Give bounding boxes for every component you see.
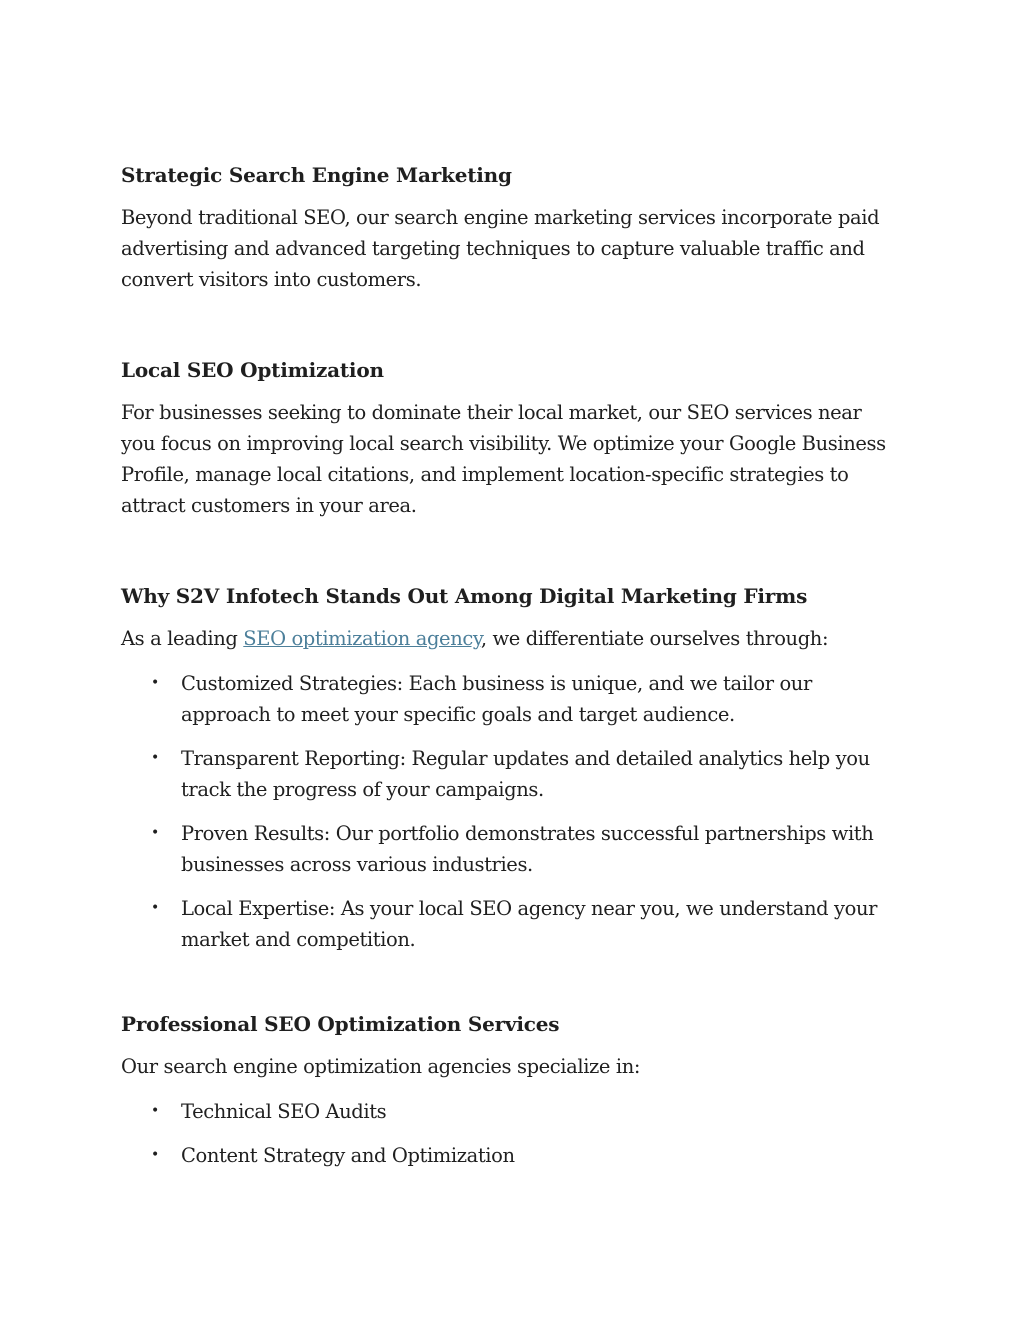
- seo-agency-link[interactable]: SEO optimization agency: [243, 627, 481, 650]
- list-item: [121, 1140, 896, 1171]
- list-item-text: Transparent Reporting: Regular updates and detailed analytics help you track the progress of your campaigns.: [181, 747, 870, 801]
- bullet-icon: •: [151, 1147, 159, 1163]
- intro-text-before: As a leading: [121, 627, 244, 650]
- section-paragraph: Our search engine optimization agencies specialize in:: [121, 1055, 641, 1078]
- section-professional-seo: [121, 1009, 896, 1171]
- services-list: [121, 1096, 896, 1171]
- bullet-icon: •: [151, 675, 159, 691]
- list-item: [121, 893, 896, 955]
- section-heading: Why S2V Infotech Stands Out Among Digital Marketing Firms: [121, 584, 808, 608]
- list-item-text: Customized Strategies: Each business is unique, and we tailor our approach to meet your specific goals and target audience.: [181, 672, 812, 726]
- differentiators-list: [121, 668, 896, 955]
- list-item: [121, 1096, 896, 1127]
- bullet-icon: •: [151, 825, 159, 841]
- section-paragraph: For businesses seeking to dominate their local market, our SEO services near you focus on improving local search visibility. We optimize your Google Business Profile, manage local citations, and implement location-specific strategies to attract customers in your area.: [121, 401, 886, 517]
- list-item: [121, 818, 896, 880]
- list-item-text: Local Expertise: As your local SEO agency near you, we understand your market and competition.: [181, 897, 878, 951]
- bullet-icon: •: [151, 900, 159, 916]
- section-heading: Professional SEO Optimization Services: [121, 1012, 560, 1036]
- list-item: [121, 668, 896, 730]
- list-item-text: Proven Results: Our portfolio demonstrates successful partnerships with businesses across various industries.: [181, 822, 874, 876]
- intro-text-after: , we differentiate ourselves through:: [480, 627, 829, 650]
- section-paragraph: Beyond traditional SEO, our search engine marketing services incorporate paid advertising and advanced targeting techniques to capture valuable traffic and convert visitors into customers.: [121, 206, 880, 291]
- list-item-text: Content Strategy and Optimization: [181, 1144, 515, 1167]
- section-intro: [121, 623, 896, 654]
- list-item-text: Technical SEO Audits: [181, 1100, 387, 1123]
- document-content: [121, 160, 896, 1227]
- section-heading: Local SEO Optimization: [121, 358, 384, 382]
- section-why-s2v: [121, 581, 896, 955]
- section-heading: Strategic Search Engine Marketing: [121, 163, 512, 187]
- bullet-icon: •: [151, 750, 159, 766]
- section-local-seo: [121, 355, 896, 521]
- section-strategic-sem: [121, 160, 896, 295]
- list-item: [121, 743, 896, 805]
- bullet-icon: •: [151, 1103, 159, 1119]
